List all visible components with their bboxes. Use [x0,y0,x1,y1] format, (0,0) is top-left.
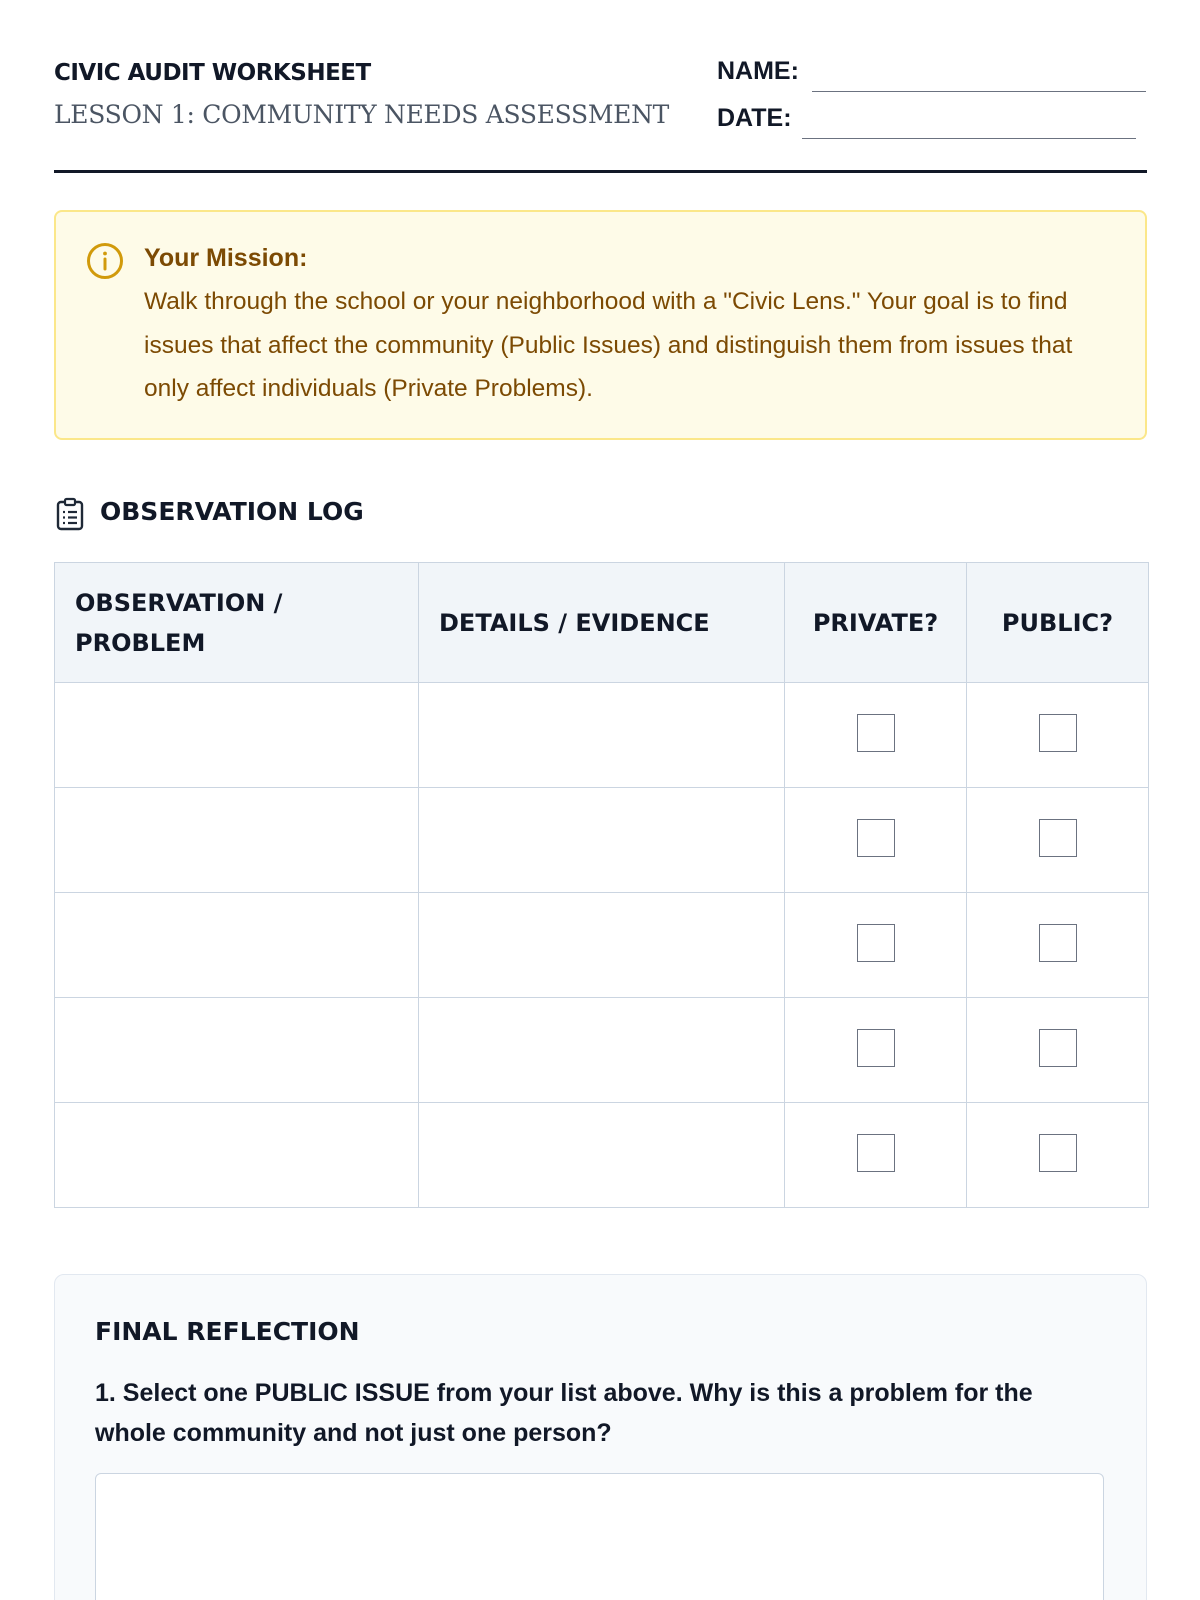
public-checkbox[interactable] [1039,1029,1077,1067]
mission-title: Your Mission: [144,244,308,272]
name-label: NAME: [717,57,799,85]
public-checkbox[interactable] [1039,819,1077,857]
info-icon [86,242,124,280]
mission-box [54,210,1147,440]
observation-table [54,562,1149,1208]
name-field[interactable] [812,91,1146,92]
column-header-private: PRIVATE? [785,563,967,683]
private-cell [785,893,967,998]
worksheet-subtitle: LESSON 1: COMMUNITY NEEDS ASSESSMENT [54,100,670,129]
worksheet-header [54,0,1147,173]
public-cell [967,788,1149,893]
public-checkbox[interactable] [1039,714,1077,752]
final-reflection-title: FINAL REFLECTION [95,1317,360,1346]
date-label: DATE: [717,104,792,132]
reflection-question-1: 1. Select one PUBLIC ISSUE from your list above. Why is this a problem for the whole community and not just one person? [95,1379,1033,1447]
table-row [55,998,1149,1103]
worksheet-title: CIVIC AUDIT WORKSHEET [54,60,371,86]
public-cell [967,893,1149,998]
column-header-details: DETAILS / EVIDENCE [419,563,785,683]
public-checkbox[interactable] [1039,1134,1077,1172]
private-checkbox[interactable] [857,714,895,752]
public-cell [967,998,1149,1103]
reflection-answer-1[interactable] [95,1473,1104,1600]
private-cell [785,788,967,893]
details-cell[interactable] [419,893,785,998]
private-checkbox[interactable] [857,1029,895,1067]
table-header-row [55,563,1149,683]
private-checkbox[interactable] [857,924,895,962]
date-field[interactable] [802,138,1136,139]
private-cell [785,683,967,788]
observation-cell[interactable] [55,998,419,1103]
details-cell[interactable] [419,1103,785,1208]
clipboard-icon [56,497,84,531]
observation-cell[interactable] [55,1103,419,1208]
table-row [55,683,1149,788]
details-cell[interactable] [419,683,785,788]
private-cell [785,1103,967,1208]
table-row [55,1103,1149,1208]
mission-text: Walk through the school or your neighborhood with a "Civic Lens." Your goal is to find issues that affect the community (Public Issues) and distinguish them from issues that only affect individuals (Private Problems). [144,288,1073,402]
private-checkbox[interactable] [857,1134,895,1172]
public-cell [967,683,1149,788]
observation-cell[interactable] [55,788,419,893]
public-checkbox[interactable] [1039,924,1077,962]
table-row [55,893,1149,998]
table-row [55,788,1149,893]
observation-log-title: OBSERVATION LOG [100,497,364,526]
details-cell[interactable] [419,998,785,1103]
observation-cell[interactable] [55,893,419,998]
final-reflection-card [54,1274,1147,1600]
private-cell [785,998,967,1103]
column-header-public: PUBLIC? [967,563,1149,683]
public-cell [967,1103,1149,1208]
observation-cell[interactable] [55,683,419,788]
column-header-observation: OBSERVATION / PROBLEM [55,563,419,683]
details-cell[interactable] [419,788,785,893]
private-checkbox[interactable] [857,819,895,857]
